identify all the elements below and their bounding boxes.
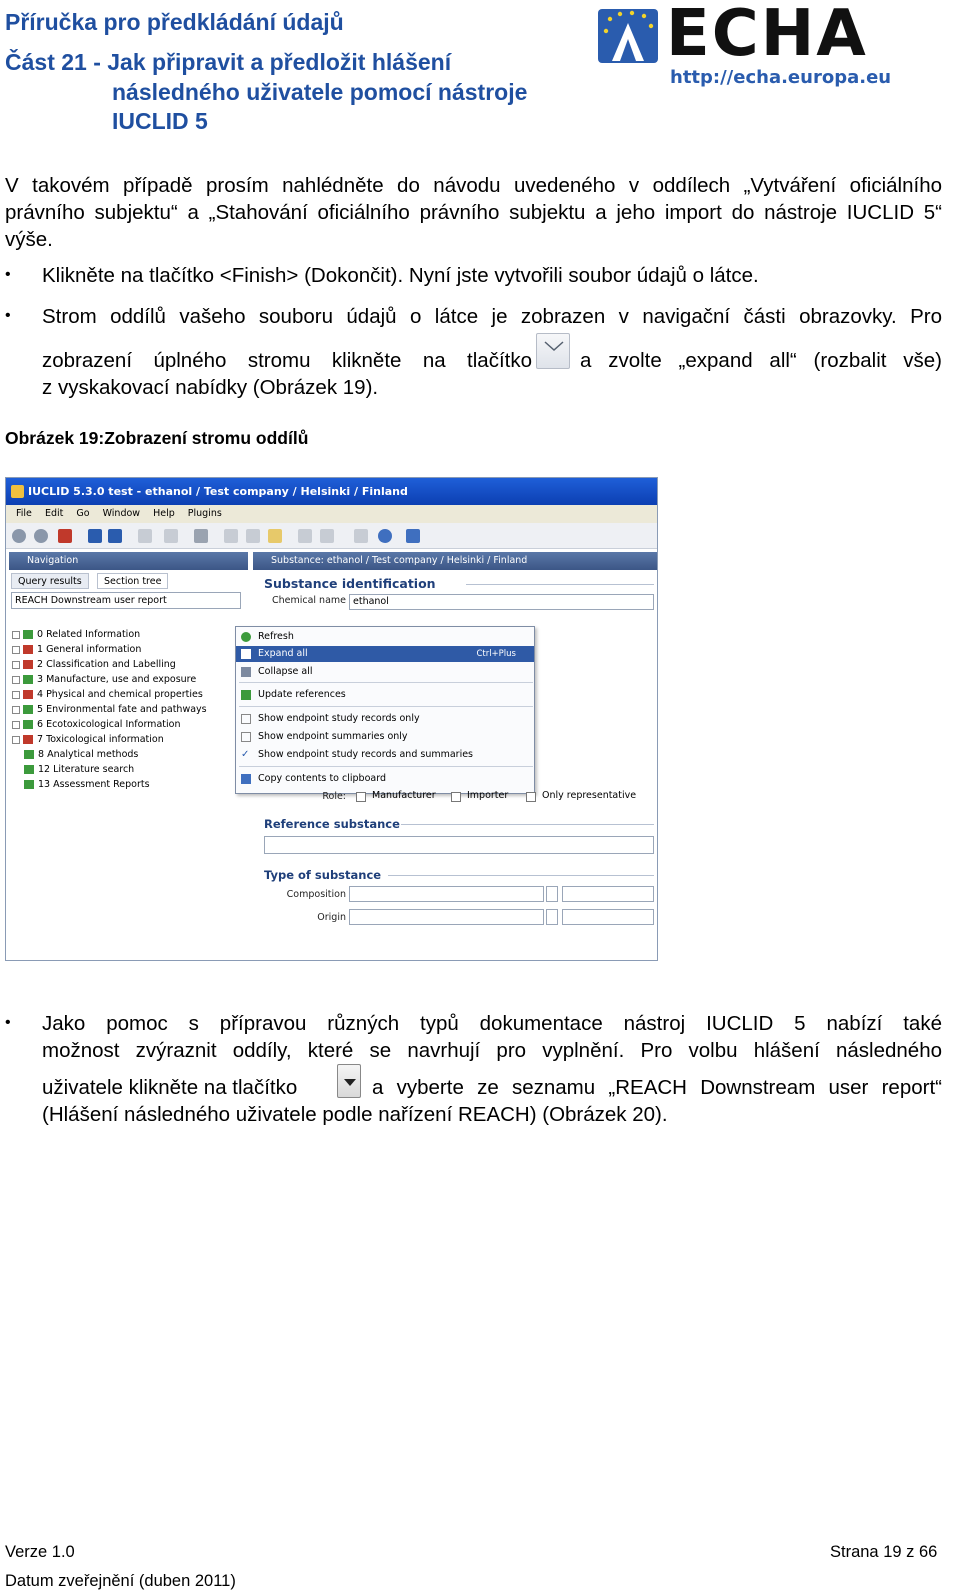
doc-title: Příručka pro předkládání údajů: [5, 9, 344, 35]
menu-help[interactable]: Help: [153, 508, 175, 519]
menu-item-update-references[interactable]: Update references: [236, 687, 534, 703]
paste-icon[interactable]: [246, 529, 260, 543]
composition-extra-field[interactable]: [562, 886, 654, 902]
toolbar: [6, 523, 657, 549]
divider: [388, 875, 654, 876]
tree-item[interactable]: 7 Toxicological information: [12, 733, 164, 747]
composition-dropdown[interactable]: [546, 886, 558, 902]
menu-item-copy[interactable]: Copy contents to clipboard: [236, 771, 534, 787]
iuclid-screenshot: [5, 477, 658, 961]
view-menu-button[interactable]: [536, 333, 570, 369]
chemical-name-label: Chemical name: [271, 595, 346, 606]
bullet-report-line4: (Hlášení následného uživatele podle nařízení REACH) (Obrázek 20).: [42, 1103, 668, 1126]
menu-edit[interactable]: Edit: [44, 508, 64, 519]
export-icon[interactable]: [354, 529, 368, 543]
window-title: IUCLID 5.3.0 test - ethanol / Test company / Helsinki / Finland: [28, 485, 408, 498]
tree-item[interactable]: 3 Manufacture, use and exposure: [12, 673, 196, 687]
menu-item-show-summaries[interactable]: Show endpoint summaries only: [236, 729, 534, 745]
help-icon[interactable]: [378, 529, 392, 543]
substance-header-title: Substance: ethanol / Test company / Helsinki / Finland: [271, 555, 528, 566]
bullet-marker: •: [5, 1014, 11, 1031]
bullet-tree-line3: z vyskakovací nabídky (Obrázek 19).: [42, 376, 379, 399]
tab-section-tree[interactable]: Section tree: [97, 573, 168, 589]
redo-icon[interactable]: [320, 529, 334, 543]
tree-item[interactable]: 2 Classification and Labelling: [12, 658, 176, 672]
footer-version: Verze 1.0: [5, 1543, 75, 1561]
chevron-down-icon: [537, 334, 571, 370]
chemical-name-field[interactable]: ethanol: [349, 594, 654, 610]
figure-caption: Obrázek 19:Zobrazení stromu oddílů: [5, 428, 309, 448]
bullet-report-line1: Jako pomoc s přípravou různých typů dokumentace nástroj IUCLID 5 nabízí také: [42, 1012, 942, 1035]
tree-item[interactable]: 4 Physical and chemical properties: [12, 688, 203, 702]
menu-item-refresh[interactable]: Refresh: [236, 629, 534, 645]
origin-extra-field[interactable]: [562, 909, 654, 925]
menu-item-collapse-all[interactable]: Collapse all: [236, 664, 534, 680]
reference-substance-field[interactable]: [264, 836, 654, 854]
bullet-finish: Klikněte na tlačítko <Finish> (Dokončit). Nyní jste vytvořili soubor údajů o látce.: [42, 264, 759, 287]
report-icon[interactable]: [406, 529, 420, 543]
menu-item-show-both[interactable]: ✓ Show endpoint study records and summaries: [241, 749, 474, 760]
report-select-button[interactable]: [337, 1064, 361, 1098]
print-icon[interactable]: [194, 529, 208, 543]
manufacturer-checkbox[interactable]: [356, 792, 366, 802]
reference-substance-title: Reference substance: [264, 817, 400, 831]
composition-label: Composition: [286, 889, 346, 900]
tree-item[interactable]: 13 Assessment Reports: [24, 778, 150, 792]
window-titlebar: [6, 478, 657, 505]
cut-icon[interactable]: [224, 529, 238, 543]
substance-header: [253, 552, 657, 570]
tree-item[interactable]: 8 Analytical methods: [24, 748, 138, 762]
footer-page: Strana 19 z 66: [830, 1543, 938, 1561]
menu-plugins[interactable]: Plugins: [187, 508, 222, 519]
role-label: Role:: [322, 791, 346, 802]
navigation-title: Navigation: [27, 555, 79, 566]
divider: [466, 584, 654, 585]
part-title-line2: následného uživatele pomocí nástroje: [112, 79, 528, 105]
undo-icon[interactable]: [298, 529, 312, 543]
bullet-report-line3b: a vyberte ze seznamu „REACH Downstream user report“: [372, 1076, 942, 1099]
bullet-tree-line1: Strom oddílů vašeho souboru údajů o látce je zobrazen v navigační části obrazovky. Pro: [42, 305, 942, 328]
tree-item[interactable]: 0 Related Information: [12, 628, 140, 642]
tree-context-menu: [235, 626, 535, 794]
app-icon: [11, 485, 24, 498]
tree-item[interactable]: 6 Ecotoxicological Information: [12, 718, 180, 732]
only-representative-label: Only representative: [542, 790, 637, 801]
back-icon[interactable]: [12, 529, 26, 543]
manufacturer-label: Manufacturer: [372, 790, 436, 801]
importer-label: Importer: [467, 790, 509, 801]
tree-item[interactable]: 12 Literature search: [24, 763, 134, 777]
bullet-report-line3a: uživatele klikněte na tlačítko: [42, 1076, 298, 1099]
menubar: [6, 505, 657, 523]
divider: [401, 824, 654, 825]
composition-field[interactable]: [349, 886, 544, 902]
origin-label: Origin: [317, 912, 346, 923]
echa-logo: [598, 0, 936, 91]
logo-text: ECHA: [666, 0, 868, 71]
menu-separator: [239, 706, 533, 707]
navigation-header: [9, 552, 248, 570]
type-of-substance-title: Type of substance: [264, 868, 382, 882]
only-representative-checkbox[interactable]: [526, 792, 536, 802]
menu-file[interactable]: File: [16, 508, 32, 519]
bullet-tree-line2b: a zvolte „expand all“ (rozbalit vše): [580, 349, 942, 372]
part-title-line1: Část 21 - Jak připravit a předložit hlášení: [5, 49, 452, 75]
menu-separator: [239, 766, 533, 767]
bullet-tree-line2a: zobrazení úplného stromu klikněte na tlačítko: [42, 349, 532, 372]
intro-paragraph: V takovém případě prosím nahlédněte do návodu uvedeného v oddílech „Vytváření oficiálního právního subjektu“ a „Stahování oficiálního právního subjektu a jeho import do nástroje IUCLID 5“ výše.: [5, 174, 942, 251]
menu-go[interactable]: Go: [76, 508, 90, 519]
home-icon[interactable]: [58, 529, 72, 543]
save-icon[interactable]: [88, 529, 102, 543]
menu-window[interactable]: Window: [102, 508, 141, 519]
folder-icon[interactable]: [268, 529, 282, 543]
menu-item-expand-all[interactable]: Expand all Ctrl+Plus: [236, 646, 534, 662]
substance-identification-title: Substance identification: [264, 576, 436, 591]
forward-icon[interactable]: [34, 529, 48, 543]
edit-icon[interactable]: [138, 529, 152, 543]
tab-query-results[interactable]: Query results: [11, 573, 89, 589]
menu-separator: [239, 682, 533, 683]
bullet-report-line2: možnost zvýraznit oddíly, které se navrhují pro vyplnění. Pro volbu hlášení následného: [42, 1039, 942, 1062]
importer-checkbox[interactable]: [451, 792, 461, 802]
bullet-marker: •: [5, 266, 11, 283]
shortcut-label: Ctrl+Plus: [476, 649, 516, 659]
tree-item[interactable]: 5 Environmental fate and pathways: [12, 703, 207, 717]
copy-icon[interactable]: [164, 529, 178, 543]
bullet-marker: •: [5, 307, 11, 324]
logo-url: http://echa.europa.eu: [670, 67, 892, 88]
part-title-line3: IUCLID 5: [112, 108, 208, 134]
tree-item[interactable]: 1 General information: [12, 643, 141, 657]
dropdown-arrow-icon: [338, 1065, 362, 1099]
report-type-select[interactable]: REACH Downstream user report: [11, 592, 241, 609]
footer-published: Datum zveřejnění (duben 2011): [5, 1572, 236, 1590]
save-all-icon[interactable]: [108, 529, 122, 543]
menu-item-show-records[interactable]: Show endpoint study records only: [236, 711, 534, 727]
origin-field[interactable]: [349, 909, 544, 925]
origin-dropdown[interactable]: [546, 909, 558, 925]
